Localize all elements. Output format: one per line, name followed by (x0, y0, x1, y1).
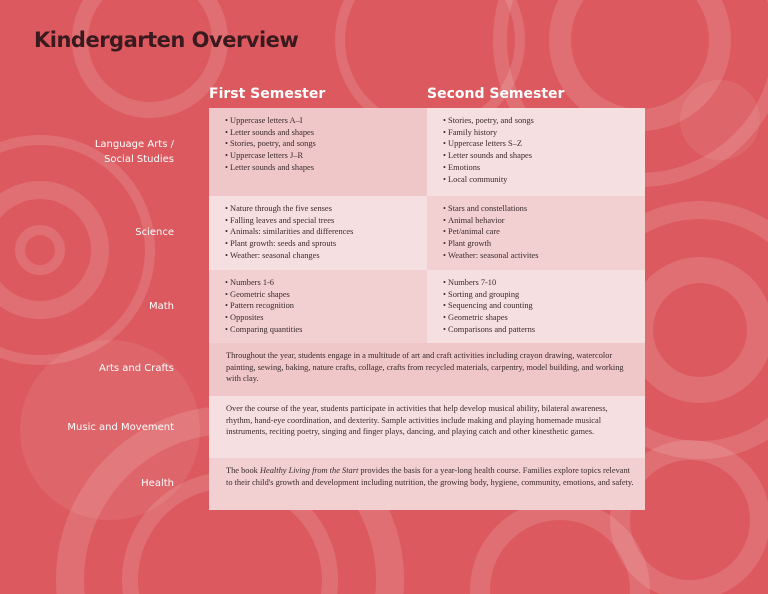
list-item: • Plant growth: seeds and sprouts (225, 238, 417, 250)
list-item: • Geometric shapes (225, 289, 417, 301)
list-item: • Opposites (225, 312, 417, 324)
arts-and-crafts-cell (209, 343, 645, 396)
list-item: • Stars and constellations (443, 203, 635, 215)
science-first-semester-cell (209, 196, 427, 270)
list-item: • Animals: similarities and differences (225, 226, 417, 238)
list-item: • Local community (443, 174, 635, 186)
list-item: • Weather: seasonal activites (443, 250, 635, 262)
music-and-movement-cell (209, 396, 645, 458)
math-first-semester-cell (209, 270, 427, 343)
row-label-line: Language Arts / (94, 139, 174, 150)
math-second-semester-cell (427, 270, 645, 343)
science-first-list (225, 203, 417, 262)
list-item: • Letter sounds and shapes (225, 127, 417, 139)
list-item: • Geometric shapes (443, 312, 635, 324)
list-item: • Stories, poetry, and songs (443, 115, 635, 127)
list-item: • Comparisons and patterns (443, 324, 635, 336)
page-title: Kindergarten Overview (34, 28, 299, 52)
row-label-line: Science (135, 227, 174, 238)
list-item: • Plant growth (443, 238, 635, 250)
list-item: • Weather: seasonal changes (225, 250, 417, 262)
language-arts-second-list (443, 115, 635, 185)
row-label-music-and-movement (34, 420, 174, 435)
list-item: • Nature through the five senses (225, 203, 417, 215)
list-item: • Pattern recognition (225, 300, 417, 312)
list-item: • Emotions (443, 162, 635, 174)
health-text-before: The book (226, 466, 260, 475)
list-item: • Uppercase letters J–R (225, 150, 417, 162)
list-item: • Comparing quantities (225, 324, 417, 336)
list-item: • Stories, poetry, and songs (225, 138, 417, 150)
row-label-health (34, 476, 174, 491)
list-item: • Sequencing and counting (443, 300, 635, 312)
list-item: • Family history (443, 127, 635, 139)
row-label-arts-and-crafts (34, 361, 174, 376)
row-label-language-arts (34, 137, 174, 167)
music-and-movement-description: Over the course of the year, students participate in activities that help develop musical ability, bilateral awareness, rhythm, hand-eye coordination, and dexterity. Sample activities include making and playing homemade musical instruments, reciting poetry, singing and finger plays, dancing, and playing catch and other kinesthetic games. (226, 404, 608, 437)
math-first-list (225, 277, 417, 336)
row-label-line: Social Studies (104, 154, 174, 165)
health-description (226, 465, 635, 488)
list-item: • Letter sounds and shapes (443, 150, 635, 162)
arts-and-crafts-description: Throughout the year, students engage in a multitude of art and craft activities including crayon drawing, watercolor painting, sewing, baking, nature crafts, collage, crafts from recycled materials, carpentry, model building, and working with clay. (226, 351, 624, 384)
health-text-after: provides the basis for a year-long health course. Families explore topics relevant to their child's growth and development including nutrition, the growing body, hygiene, community, emotions, and safety. (226, 466, 634, 487)
list-item: • Pet/animal care (443, 226, 635, 238)
list-item: • Letter sounds and shapes (225, 162, 417, 174)
list-item: • Falling leaves and special trees (225, 215, 417, 227)
list-item: • Uppercase letters A–I (225, 115, 417, 127)
math-second-list (443, 277, 635, 336)
second-semester-heading: Second Semester (427, 86, 565, 102)
list-item: • Uppercase letters S–Z (443, 138, 635, 150)
list-item: • Numbers 7-10 (443, 277, 635, 289)
row-label-line: Music and Movement (67, 422, 174, 433)
language-arts-second-semester-cell (427, 108, 645, 196)
list-item: • Animal behavior (443, 215, 635, 227)
health-cell (209, 458, 645, 510)
science-second-semester-cell (427, 196, 645, 270)
list-item: • Sorting and grouping (443, 289, 635, 301)
row-label-line: Health (141, 478, 174, 489)
row-label-science (34, 225, 174, 240)
language-arts-first-list (225, 115, 417, 174)
first-semester-heading: First Semester (209, 86, 326, 102)
row-label-line: Math (148, 301, 174, 312)
language-arts-first-semester-cell (209, 108, 427, 196)
row-label-line: Arts and Crafts (99, 363, 174, 374)
list-item: • Numbers 1-6 (225, 277, 417, 289)
science-second-list (443, 203, 635, 262)
row-label-math (34, 299, 174, 314)
book-title: Healthy Living from the Start (259, 466, 359, 475)
